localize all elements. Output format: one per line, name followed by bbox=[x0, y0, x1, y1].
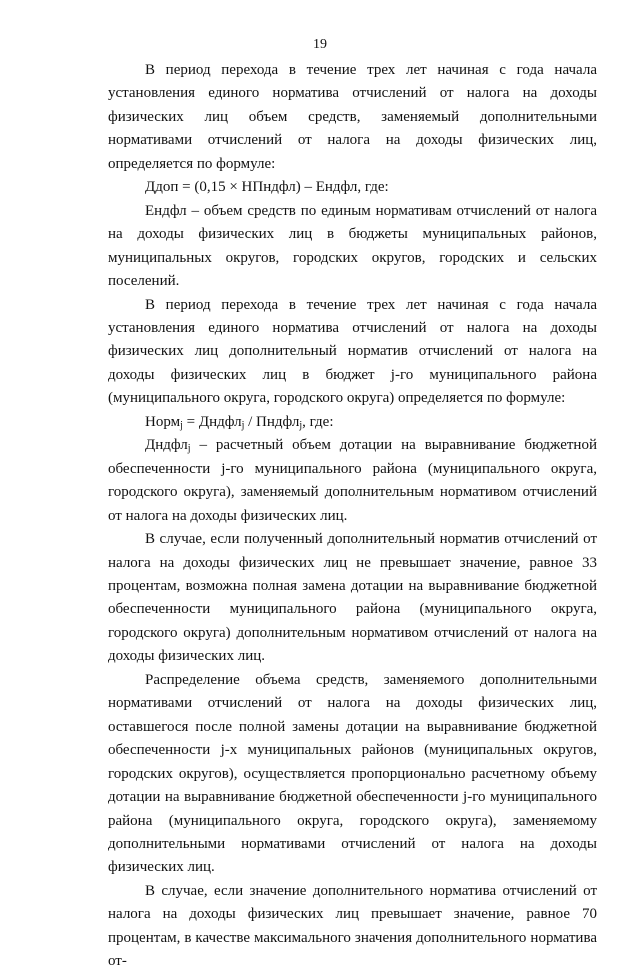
formula-norm-part: = Дндфл bbox=[182, 413, 242, 430]
formula-norm-part: Норм bbox=[145, 413, 181, 430]
paragraph-distribution: Распределение объема средств, заменяемого дополнительными нормативами отчислений от налога на доходы физических лиц, оставшегося после полной замены дотации на выравнивание бюджетной обеспеченности j-х муниципальных районов (муниципальных округов, городских округов), осуществляется пропорционально расчетному объему дотации на выравнивание бюджетной обеспеченности j-го муниципального района (муниципального округа, городского округа), заменяемому дополнительными нормативами отчислений от налога на доходы физических лиц. bbox=[108, 671, 597, 876]
term-subscript: j bbox=[187, 443, 191, 455]
paragraph-threshold-33: В случае, если полученный дополнительный норматив отчислений от налога на доходы физических лиц не превышает значение, равное 33 процентам, возможна полная замена дотации на выравнивание бюджетной обеспеченности муниципального района (муниципального округа, городского округа) дополнительным нормативом отчислений от налога на доходы физических лиц. bbox=[108, 531, 597, 665]
page-number: 19 bbox=[313, 37, 327, 52]
term-definition: – расчетный объем дотации на выравнивание бюджетной обеспеченности j-го муниципального района (муниципального округа, городского округа), заменяемый дополнительным нормативом отчислений от налога на доходы физических лиц. bbox=[108, 437, 597, 524]
formula-subscript: j bbox=[299, 419, 303, 431]
term-dndfl: Дндфл bbox=[145, 437, 188, 454]
formula-norm-part: / Пндфл bbox=[244, 413, 300, 430]
paragraph-threshold-70: В случае, если значение дополнительного норматива отчислений от налога на доходы физических лиц превышает значение, равное 70 процентам, в качестве максимального значения дополнительного норматива от- bbox=[108, 882, 597, 970]
formula-subscript: j bbox=[241, 419, 245, 431]
formula-norm-part: , где: bbox=[302, 413, 334, 430]
formula-additional-volume: Ддоп = (0,15 × НПндфл) – Ендфл, где: bbox=[145, 179, 389, 196]
paragraph-transition-volume: В период перехода в течение трех лет начиная с года начала установления единого норматива отчислений от налога на доходы физических лиц объем средств, заменяемый дополнительными нормативами отчислений от налога на доходы физических лиц, определяется по формуле: bbox=[108, 62, 597, 172]
formula-subscript: j bbox=[180, 419, 183, 431]
paragraph-transition-norm: В период перехода в течение трех лет начиная с года начала установления единого норматива отчислений от налога на доходы физических лиц дополнительный норматив отчислений от налога на доходы физических лиц в бюджет j-го муниципального района (муниципального округа, городского округа) определяется по формуле: bbox=[108, 296, 597, 407]
paragraph-unified-norm-definition: Ендфл – объем средств по единым нормативам отчислений от налога на доходы физических лиц в бюджеты муниципальных районов, муниципальных округов, городских округов, городских и сельских поселений. bbox=[108, 202, 597, 290]
formula-norm bbox=[108, 411, 597, 434]
paragraph-subsidy-definition bbox=[108, 434, 597, 528]
document-body bbox=[108, 59, 597, 974]
